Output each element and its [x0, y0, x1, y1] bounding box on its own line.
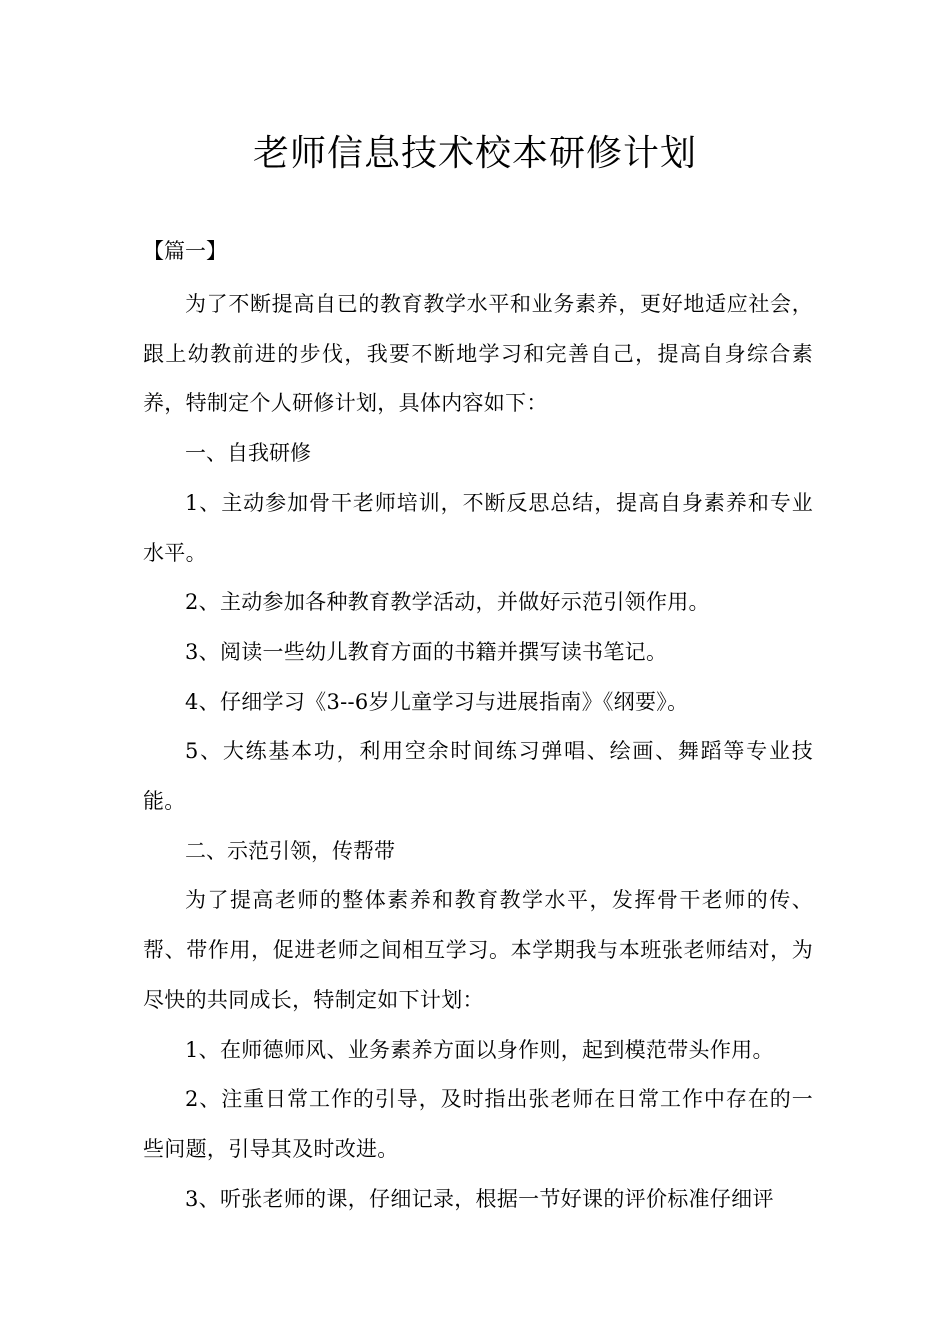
- list-item: 3、听张老师的课，仔细记录，根据一节好课的评价标准仔细评: [185, 1186, 774, 1211]
- mentoring-paragraph: 为了提高老师的整体素养和教育教学水平，发挥骨干老师的传、帮、带作用，促进老师之间相互学习。本学期我与本班张老师结对，为尽快的共同成长，特制定如下计划：: [143, 888, 813, 1012]
- document-title: 老师信息技术校本研修计划: [252, 133, 697, 174]
- list-item: 4、仔细学习《3--6岁儿童学习与进展指南》《纲要》。: [185, 689, 689, 714]
- list-item: 2、主动参加各种教育教学活动，并做好示范引领作用。: [185, 590, 710, 615]
- list-item: 1、在师德师风、业务素养方面以身作则，起到模范带头作用。: [185, 1037, 774, 1062]
- section-heading-mentoring: 二、示范引领，传帮带: [185, 838, 395, 863]
- list-item: 3、阅读一些幼儿教育方面的书籍并撰写读书笔记。: [185, 639, 668, 664]
- section-label: 【篇一】: [143, 239, 227, 263]
- section-heading-self-study: 一、自我研修: [185, 441, 311, 466]
- list-item: 1、主动参加骨干老师培训，不断反思总结，提高自身素养和专业水平。: [143, 490, 813, 565]
- document-body: [143, 280, 813, 1224]
- list-item: 5、大练基本功，利用空余时间练习弹唱、绘画、舞蹈等专业技能。: [143, 739, 813, 814]
- list-item: 2、注重日常工作的引导，及时指出张老师在日常工作中存在的一些问题，引导其及时改进。: [143, 1087, 813, 1161]
- intro-paragraph: 为了不断提高自已的教育教学水平和业务素养，更好地适应社会，跟上幼教前进的步伐，我要不断地学习和完善自己，提高自身综合素养，特制定个人研修计划，具体内容如下：: [143, 292, 813, 416]
